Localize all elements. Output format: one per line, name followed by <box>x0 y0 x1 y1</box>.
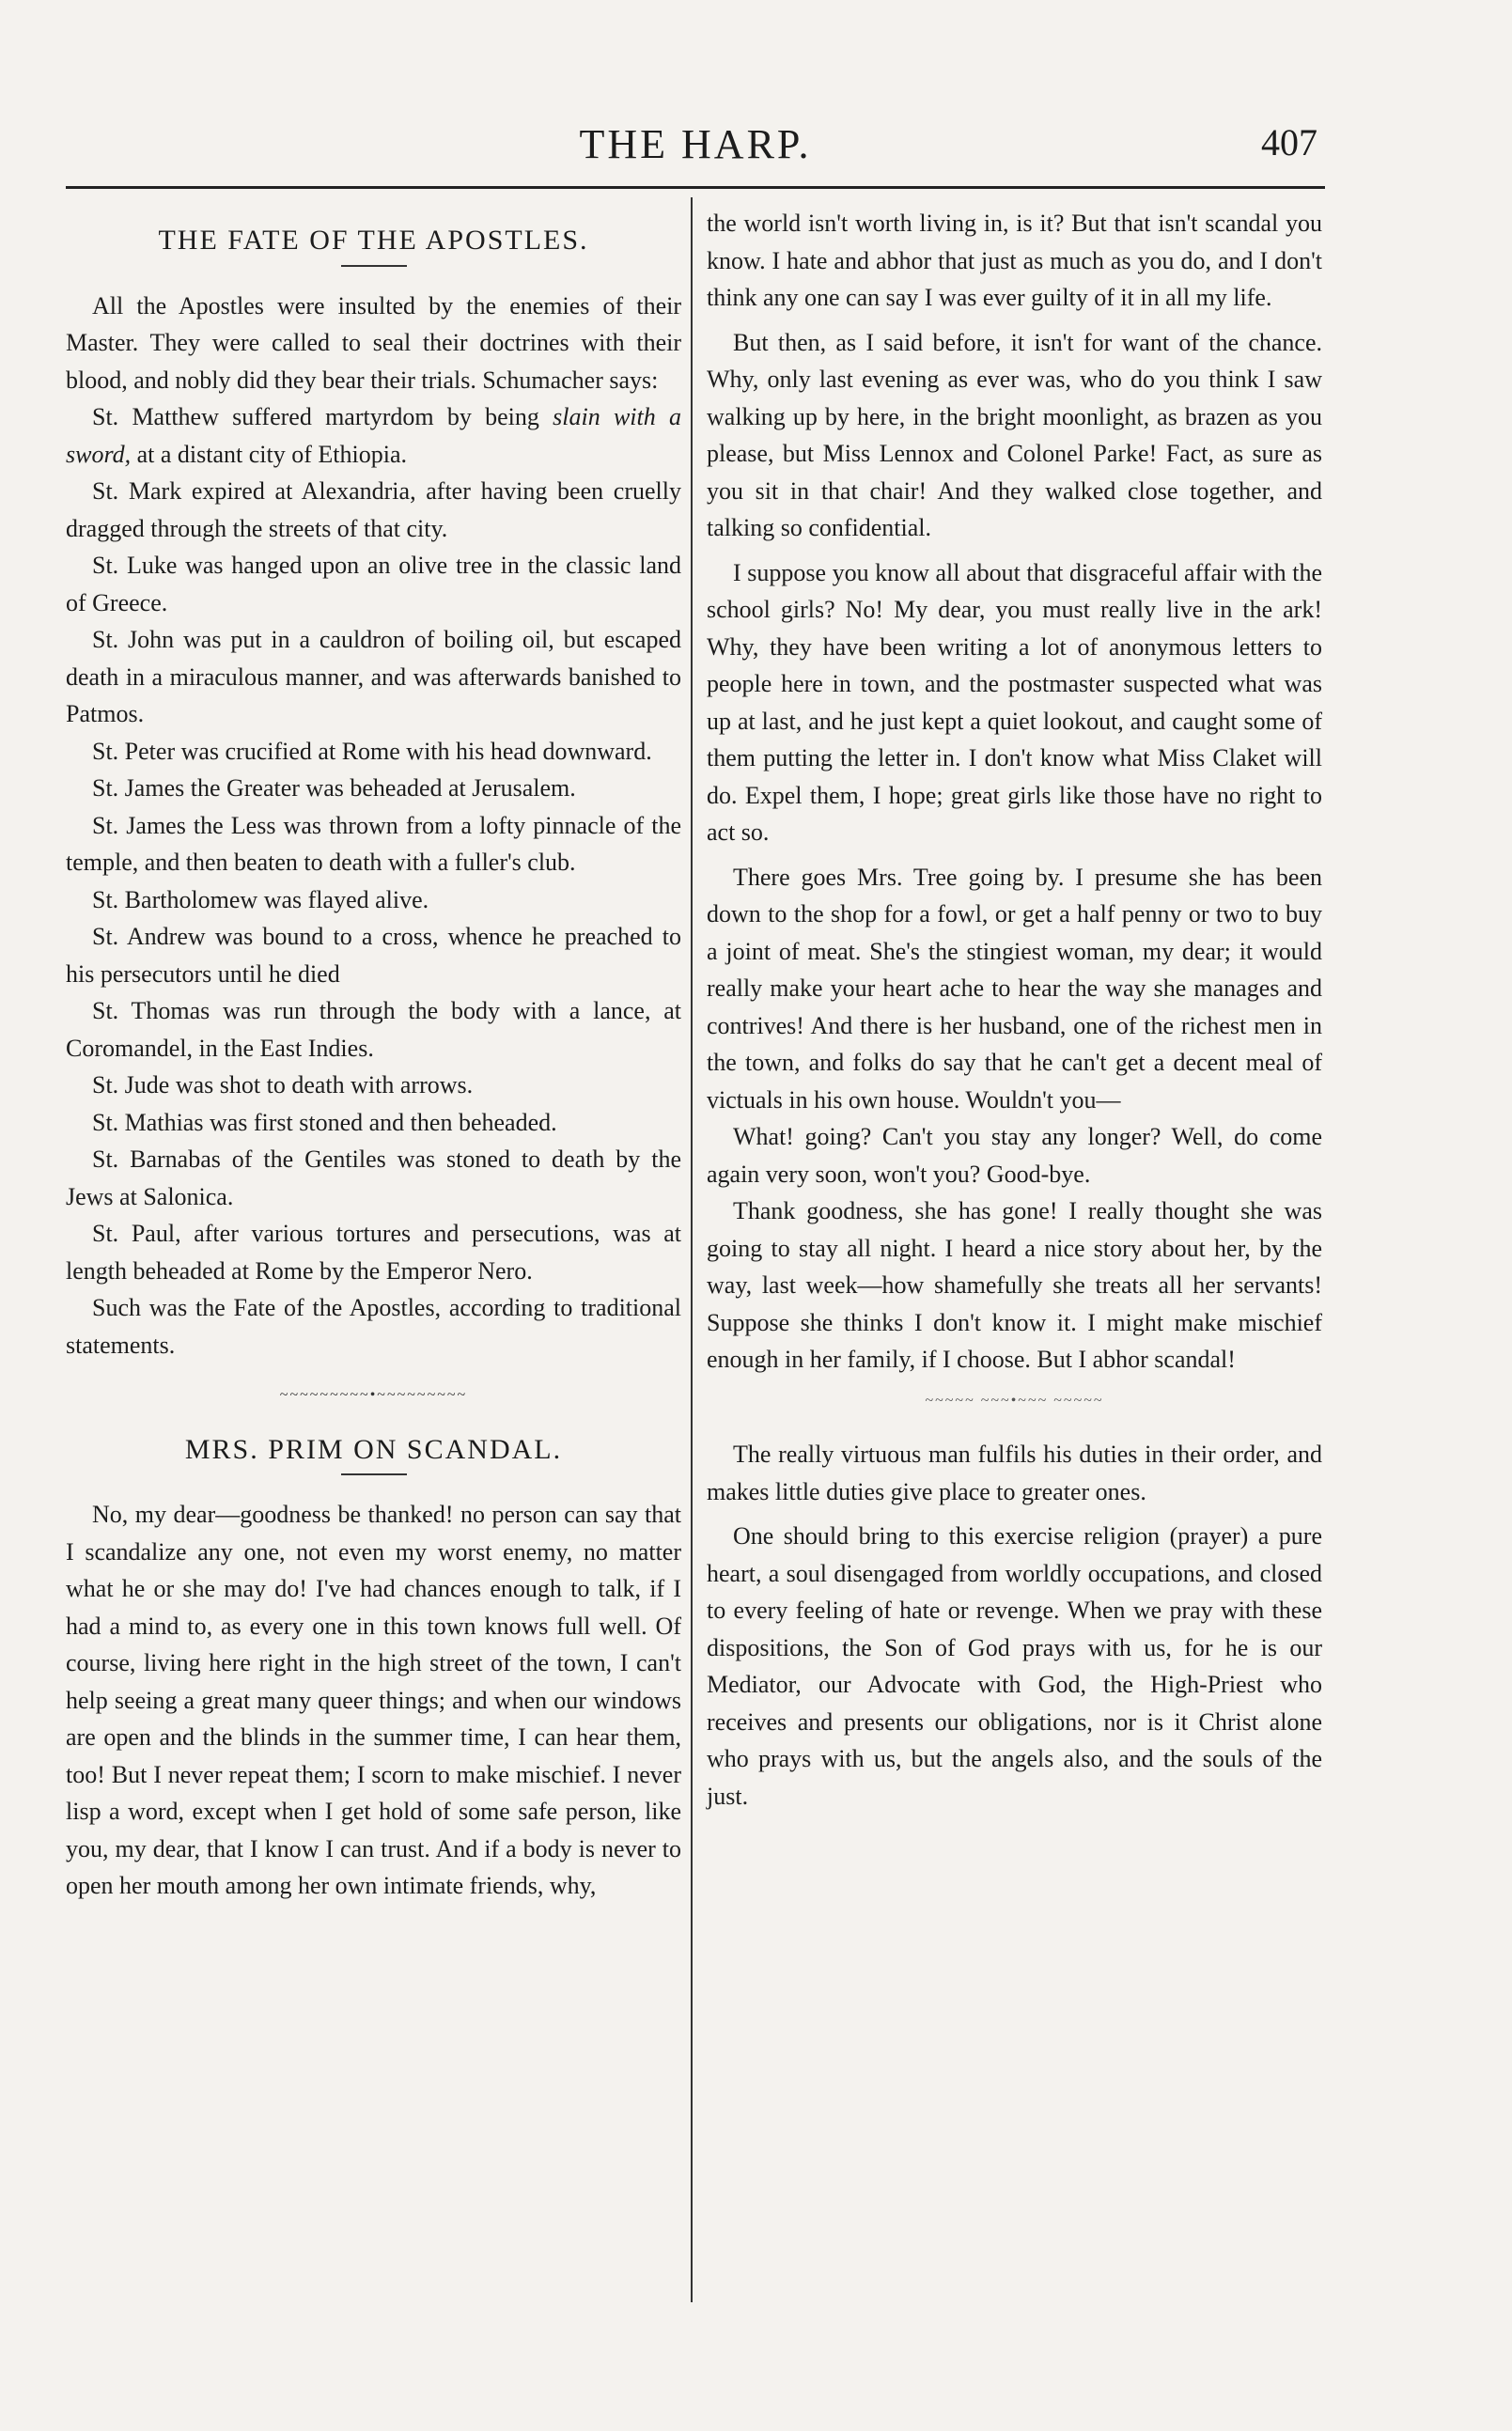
title-rule <box>341 1473 407 1475</box>
paragraph-andrew: St. Andrew was bound to a cross, whence he preached to his persecutors until he died <box>66 923 681 988</box>
paragraph-paul: St. Paul, after various tortures and persecutions, was at length beheaded at Rome by the Emperor Nero. <box>66 1220 681 1285</box>
right-column <box>707 205 1322 1815</box>
publication-title: THE HARP. <box>579 121 812 167</box>
paragraph-prayer: One should bring to this exercise religion (prayer) a pure heart, a soul disengaged from worldly occupations, and closed to every feeling of hate or revenge. When we pray with these dispositions, the Son of God prays with us, for he is our Mediator, our Advocate with God, the High-Priest who receives and presents our obligations, nor is it Christ alone who prays with us, but the angels also, and the souls of the just. <box>707 1522 1322 1810</box>
paragraph-mark: St. Mark expired at Alexandria, after having been cruelly dragged through the streets of that city. <box>66 477 681 542</box>
paragraph-john: St. John was put in a cauldron of boiling oil, but escaped death in a miraculous manner, and was afterwards banished to Patmos. <box>66 626 681 727</box>
paragraph-bartholomew: St. Bartholomew was flayed alive. <box>92 885 429 913</box>
section-ornament: ~~~~~~~~~•~~~~~~~~~ <box>279 1387 468 1403</box>
title-rule <box>341 265 407 267</box>
paragraph-james-less: St. James the Less was thrown from a lofty pinnacle of the temple, and then beaten to death with a fuller's club. <box>66 811 681 876</box>
paragraph-scandal-1: No, my dear—goodness be thanked! no person can say that I scandalize any one, not even my worst enemy, no matter what he or she may do! I've had chances enough to talk, if I had a mind to, as every one in this town knows full well. Of course, living here right in the high street of the town, I can't help seeing a great many queer things; and when our windows are open and the blinds in the summer time, I can hear them, too! But I never repeat them; I scorn to make mischief. I never lisp a word, except when I get hold of some safe person, like you, my dear, that I know I can trust. And if a body is never to open her mouth among her own intimate friends, why, <box>66 1501 681 1899</box>
page-number: 407 <box>1261 121 1317 164</box>
section-title-scandal: MRS. PRIM ON SCANDAL. <box>184 1433 563 1465</box>
paragraph-mathias: St. Mathias was first stoned and then beheaded. <box>92 1108 557 1136</box>
paragraph-scandal-4: There goes Mrs. Tree going by. I presume she has been down to the shop for a fowl, or get a half penny or two to buy a joint of meat. She's the stingiest woman, my dear; it would really make your heart ache to hear the way she manages and contrives! And there is her husband, one of the richest men in the town, and folks do say that he can't get a decent meal of victuals in his own house. Wouldn't you— <box>707 863 1322 1114</box>
paragraph-james-greater: St. James the Greater was beheaded at Jerusalem. <box>92 774 576 802</box>
paragraph-scandal-6: Thank goodness, she has gone! I really thought she was going to stay all night. I heard a nice story about her, by the way, last week—how shamefully she treats all her servants! Suppose she thinks I don't know it. I might make mischief enough in her family, if I choose. But I abhor scandal! <box>707 1197 1322 1373</box>
paragraph-virtuous: The really virtuous man fulfils his duties in their order, and makes little duties give place to greater ones. <box>707 1441 1322 1505</box>
paragraph-scandal-3: I suppose you know all about that disgraceful affair with the school girls? No! My dear, you must really live in the ark! Why, they have been writing a lot of anonymous letters to people here in town, and the postmaster suspected what was up at last, and he just kept a quiet lookout, and caught some of them putting the letter in. I don't know what Miss Claket will do. Expel them, I hope; great girls like those have no right to act so. <box>707 558 1322 846</box>
paragraph-closing: Such was the Fate of the Apostles, according to traditional statements. <box>66 1294 681 1359</box>
paragraph-matthew <box>66 398 681 473</box>
paragraph-scandal-2: But then, as I said before, it isn't for want of the chance. Why, only last evening as ever was, who do you think I saw walking up by here, in the bright moonlight, as brazen as you please, but Miss Lennox and Colonel Parke! Fact, as sure as you sit in that chair! And they walked close together, and talking so confidential. <box>707 328 1322 541</box>
header-rule <box>66 186 1325 189</box>
paragraph-scandal-5: What! going? Can't you stay any longer? Well, do come again very soon, won't you? Good-bye. <box>707 1123 1322 1188</box>
column-divider <box>691 197 693 2302</box>
section-title-apostles: THE FATE OF THE APOSTLES. <box>158 225 589 256</box>
paragraph-luke: St. Luke was hanged upon an olive tree in the classic land of Greece. <box>66 552 681 616</box>
text-matthew-a: St. Matthew suffered martyrdom by being <box>92 403 539 430</box>
paragraph-barnabas: St. Barnabas of the Gentiles was stoned to death by the Jews at Salonica. <box>66 1145 681 1210</box>
page-header <box>66 120 1325 180</box>
section-ornament-right: ~~~~~ ~~~•~~~ ~~~~~ <box>925 1392 1104 1409</box>
paragraph-scandal-cont: the world isn't worth living in, is it? But that isn't scandal you know. I hate and abhor that just as much as you do, and I don't think any one can say I was ever guilty of it in all my life. <box>707 210 1322 311</box>
paragraph-peter: St. Peter was crucified at Rome with his head downward. <box>92 737 652 765</box>
text-matthew-italic: slain with a sword, <box>66 403 682 468</box>
paragraph-jude: St. Jude was shot to death with arrows. <box>92 1071 474 1099</box>
left-column <box>66 205 681 1905</box>
paragraph-intro: All the Apostles were insulted by the enemies of their Master. They were called to seal their doctrines with their blood, and nobly did they bear their trials. Schumacher says: <box>66 291 681 394</box>
text-matthew-b: at a distant city of Ethiopia. <box>136 440 407 468</box>
paragraph-thomas: St. Thomas was run through the body with a lance, at Coromandel, in the East Indies. <box>66 997 681 1062</box>
